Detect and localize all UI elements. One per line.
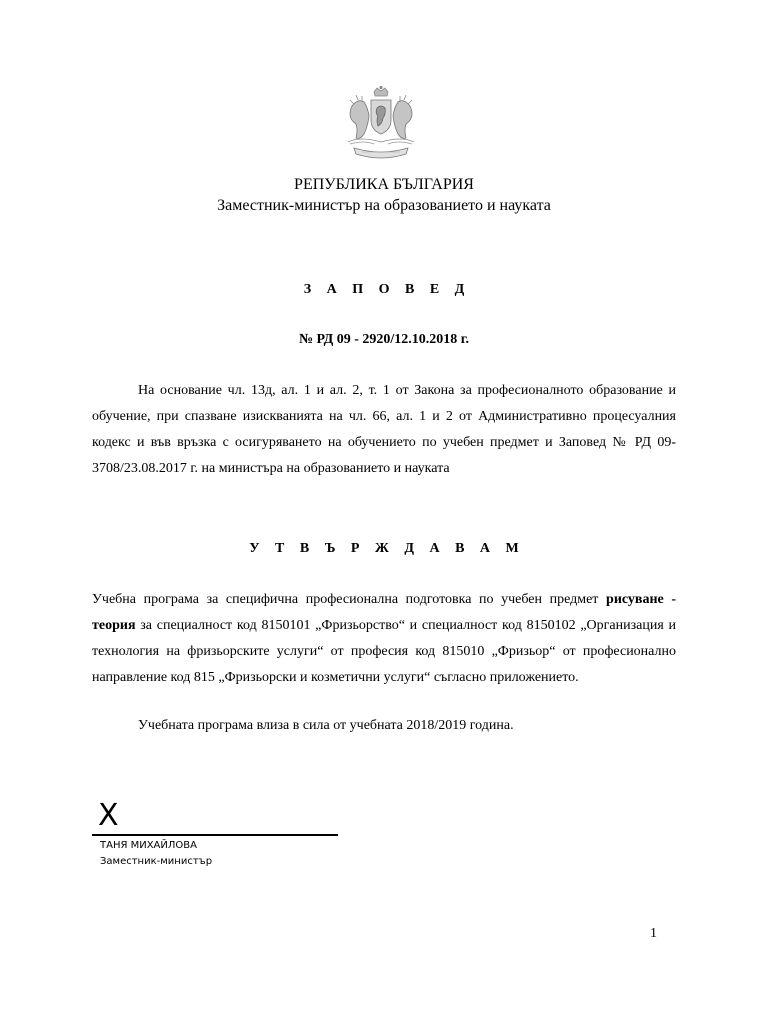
coat-of-arms-icon [340, 86, 422, 162]
effective-paragraph: Учебната програма влиза в сила от учебната 2018/2019 година. [138, 718, 514, 733]
program-subject: рисуване - теория [92, 592, 677, 633]
signature-mark: X [98, 798, 119, 833]
header-country: РЕПУБЛИКА БЪЛГАРИЯ [294, 176, 474, 193]
approve-heading: У Т В Ъ Р Ж Д А В А М [249, 541, 525, 556]
program-rest: за специалност код 8150101 „Фризьорство“ и специалност код 8150102 „Организация и технология на фризьорските услуги“ от професия код 815010 „Фризьор“ от професионално направление код 815 „Фризьорски и козметични услуги“ съгласно приложението. [92, 618, 676, 685]
document-number: № РД 09 - 2920/12.10.2018 г. [298, 332, 470, 347]
page-number: 1 [650, 926, 657, 941]
header-office: Заместник-министър на образованието и науката [217, 197, 551, 214]
signatory-name: ТАНЯ МИХАЙЛОВА [100, 840, 197, 851]
document-title: З А П О В Е Д [303, 282, 471, 297]
signature-line [92, 834, 338, 836]
basis-paragraph: На основание чл. 13д, ал. 1 и ал. 2, т. 1 от Закона за професионалното образование и обучение, при спазване изискванията на чл. 66, ал. 1 и 2 от Административно процесуалния кодекс и във връзка с осигуряването на обучението по учебен предмет и Заповед № РД 09-3708/23.08.2017 г. на министъра на образованието и науката [92, 383, 676, 476]
program-paragraph [92, 587, 676, 691]
signatory-role: Заместник-министър [100, 856, 213, 867]
program-intro: Учебна програма за специфична професионална подготовка по учебен предмет [92, 592, 599, 607]
